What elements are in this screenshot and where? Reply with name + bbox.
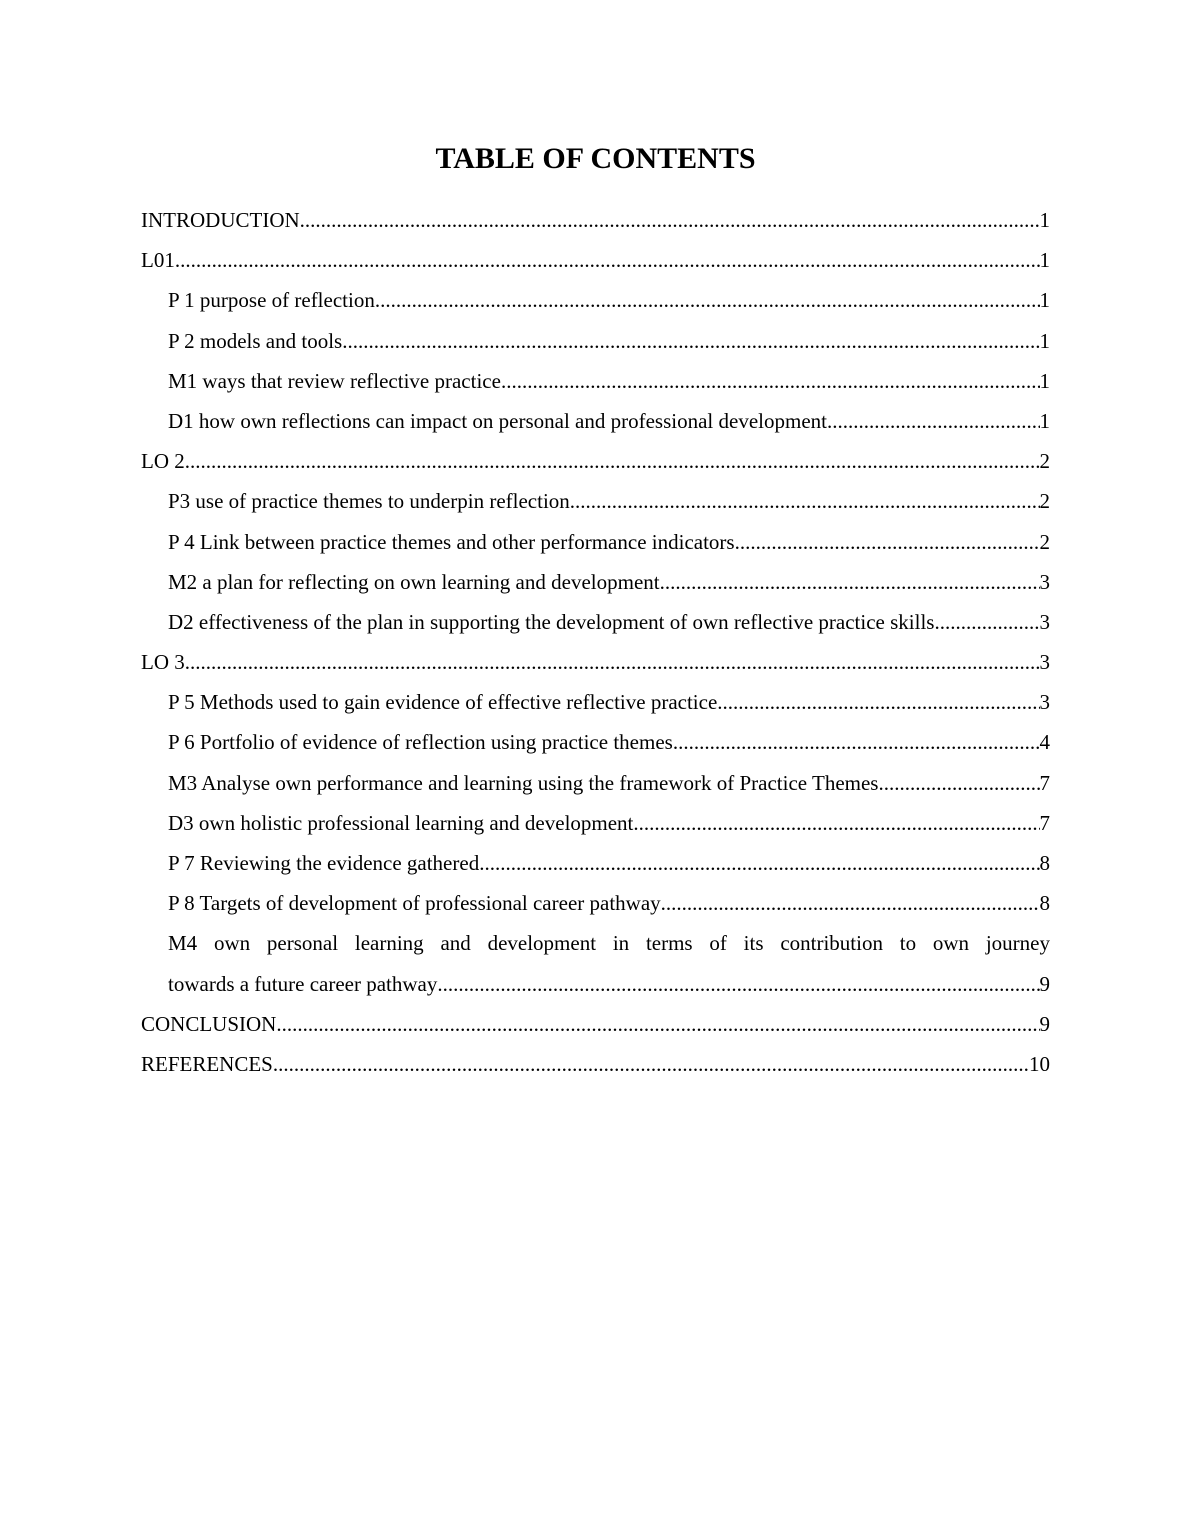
toc-entry-page-number: 3 [1039,650,1050,675]
toc-entry-page-number: 2 [1039,449,1050,474]
dot-leader [501,361,1040,401]
toc-entry-label: D3 own holistic professional learning and development [168,810,634,835]
dot-leader [633,803,1039,843]
toc-entry-label: M1 ways that review reflective practice [168,368,501,393]
table-of-contents [141,200,1050,1084]
toc-entry-lo1[interactable] [141,240,1050,280]
toc-entry-label: D2 effectiveness of the plan in supporting the development of own reflective practice skills [168,609,935,634]
dot-leader [342,321,1039,361]
toc-entry-label: M2 a plan for reflecting on own learning and development [168,569,660,594]
toc-entry-label: P 5 Methods used to gain evidence of effective reflective practice [168,690,718,715]
dot-leader [276,1004,1039,1044]
toc-entry-d3[interactable] [141,803,1050,843]
toc-entry-d2[interactable] [141,602,1050,642]
toc-entry-label-line-2: towards a future career pathway [168,971,438,996]
dot-leader [660,562,1040,602]
toc-entry-p3[interactable] [141,481,1050,521]
toc-entry-page-number: 4 [1039,730,1050,755]
toc-entry-p1[interactable] [141,280,1050,320]
toc-entry-introduction[interactable] [141,200,1050,240]
toc-entry-label: P 8 Targets of development of professional career pathway [168,891,661,916]
dot-leader [300,200,1040,240]
dot-leader [479,843,1039,883]
toc-entry-conclusion[interactable] [141,1004,1050,1044]
toc-entry-p6[interactable] [141,722,1050,762]
toc-entry-label: L01 [141,248,175,273]
toc-entry-label: P3 use of practice themes to underpin reflection [168,489,570,514]
toc-entry-page-number: 1 [1039,408,1050,433]
toc-entry-page-number: 2 [1039,489,1050,514]
toc-entry-page-number: 8 [1039,851,1050,875]
toc-entry-page-number: 3 [1039,569,1050,594]
dot-leader [570,481,1040,521]
dot-leader [717,682,1039,722]
toc-entry-page-number: 9 [1039,971,1050,996]
toc-entry-p2[interactable] [141,321,1050,361]
toc-entry-label: D1 how own reflections can impact on personal and professional development [168,408,827,433]
toc-entry-page-number: 1 [1039,208,1050,232]
toc-entry-page-number: 1 [1039,368,1050,393]
toc-entry-lo3[interactable] [141,642,1050,682]
dot-leader [735,522,1040,562]
toc-entry-label: REFERENCES [141,1051,273,1076]
toc-entry-p5[interactable] [141,682,1050,722]
toc-entry-label: LO 3 [141,650,185,675]
toc-entry-m3[interactable] [141,763,1050,803]
toc-entry-p7[interactable] [141,843,1050,883]
dot-leader [185,642,1040,682]
toc-entry-page-number: 8 [1039,891,1050,916]
toc-entry-page-number: 10 [1029,1051,1050,1076]
toc-entry-label: P 1 purpose of reflection [168,288,375,313]
page-title: TABLE OF CONTENTS [435,142,756,175]
toc-entry-label: P 6 Portfolio of evidence of reflection using practice themes [168,730,673,755]
toc-entry-page-number: 7 [1039,770,1050,795]
toc-entry-label: P 2 models and tools [168,328,343,353]
toc-entry-label: CONCLUSION [141,1011,277,1036]
toc-entry-m4[interactable] [141,923,1050,1003]
dot-leader [934,602,1039,642]
toc-entry-m1[interactable] [141,361,1050,401]
toc-entry-page-number: 1 [1039,248,1050,273]
dot-leader [375,280,1040,320]
toc-entry-label: M3 Analyse own performance and learning using the framework of Practice Themes [168,770,879,795]
dot-leader [175,240,1040,280]
toc-entry-line-2 [168,964,1050,1004]
toc-entry-p8[interactable] [141,883,1050,923]
toc-entry-label-line-1: M4 own personal learning and development in terms of its contribution to own journey [168,931,1050,956]
toc-entry-page-number: 2 [1039,529,1050,554]
dot-leader [673,722,1040,762]
dot-leader [827,401,1040,441]
toc-entry-references[interactable] [141,1044,1050,1084]
toc-entry-label: LO 2 [141,449,185,474]
dot-leader [185,441,1040,481]
toc-entry-page-number: 3 [1039,690,1050,715]
toc-entry-page-number: 7 [1039,810,1050,835]
toc-entry-label: P 4 Link between practice themes and other performance indicators [168,529,735,554]
toc-entry-lo2[interactable] [141,441,1050,481]
toc-entry-page-number: 1 [1039,288,1050,313]
dot-leader [661,883,1040,923]
toc-entry-page-number: 3 [1039,609,1050,634]
toc-entry-d1[interactable] [141,401,1050,441]
dot-leader [437,964,1039,1004]
toc-entry-page-number: 9 [1039,1011,1050,1036]
toc-entry-page-number: 1 [1039,328,1050,353]
toc-entry-p4[interactable] [141,522,1050,562]
toc-entry-label: P 7 Reviewing the evidence gathered [168,851,480,875]
dot-leader [878,763,1039,803]
toc-entry-label: INTRODUCTION [141,208,300,232]
toc-entry-m2[interactable] [141,562,1050,602]
dot-leader [273,1044,1029,1084]
